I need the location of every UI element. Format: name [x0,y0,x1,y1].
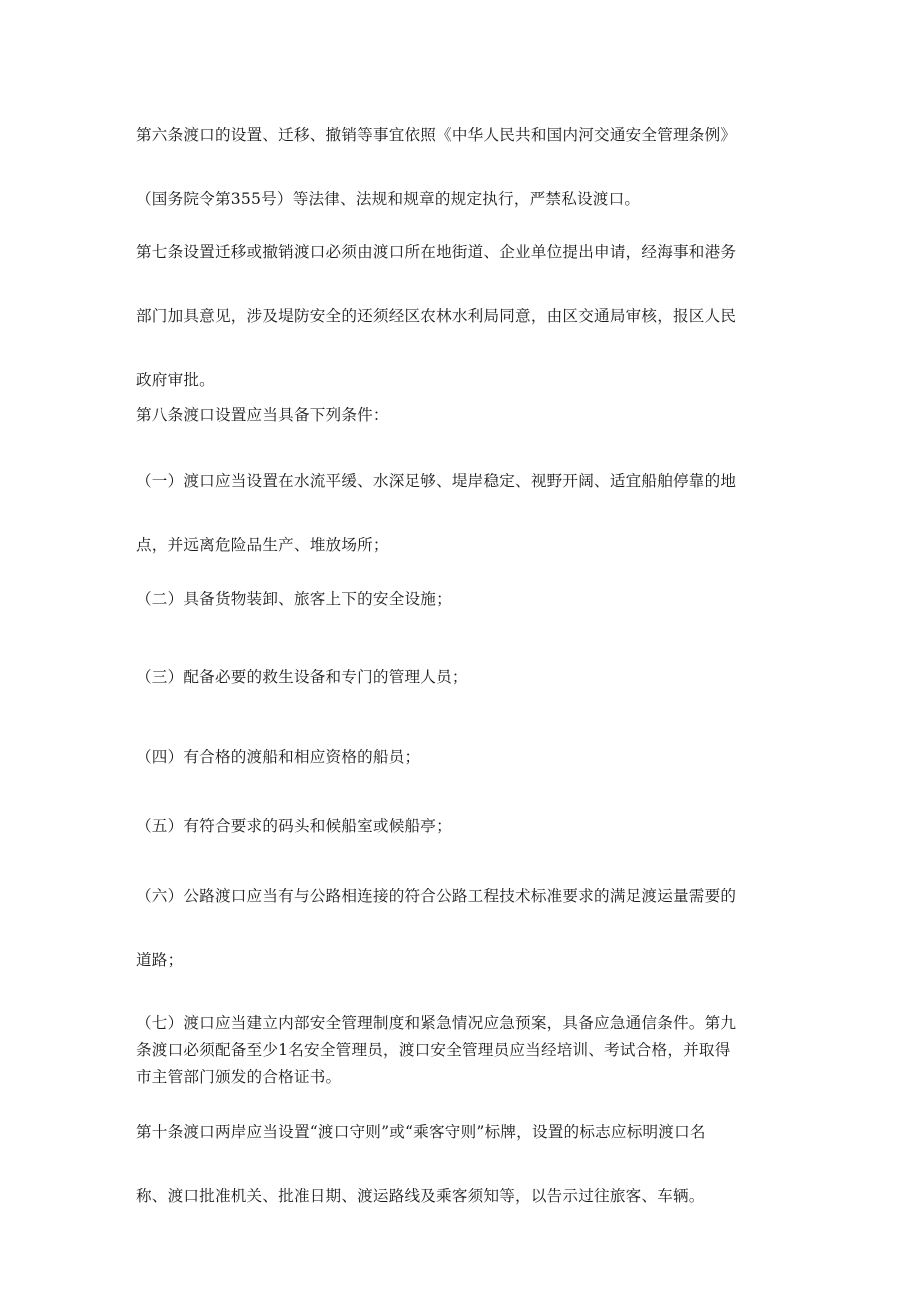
paragraph-condition-1 [136,470,788,556]
text-line: 条渡口必须配备至少1名安全管理员，渡口安全管理员应当经培训、考试合格，并取得 [136,1041,731,1059]
text-line: 称、渡口批准机关、批准日期、渡运路线及乘客须知等，以告示过往旅客、车辆。 [136,1187,705,1205]
text-line: （二）具备货物装卸、旅客上下的安全设施； [136,590,452,608]
paragraph-article-7 [136,241,788,391]
paragraph-condition-3 [136,666,788,688]
paragraph-article-8 [136,404,788,426]
paragraph-article-6 [136,124,788,210]
paragraph-condition-7-article-9 [136,1012,788,1088]
text-line: 道路； [136,951,184,969]
text-line: （三）配备必要的救生设备和专门的管理人员； [136,668,468,686]
paragraph-condition-4 [136,746,788,768]
paragraph-article-10 [136,1121,788,1207]
text-line: 市主管部门颁发的合格证书。 [136,1068,342,1086]
text-line: 部门加具意见，涉及堤防安全的还须经区农林水利局同意，由区交通局审核，报区人民 [136,307,737,325]
paragraph-condition-5 [136,815,788,837]
text-line: 第六条渡口的设置、迁移、撤销等事宜依照《中华人民共和国内河交通安全管理条例》 [136,126,737,144]
text-line: 第七条设置迁移或撤销渡口必须由渡口所在地街道、企业单位提出申请，经海事和港务 [136,243,737,261]
text-line: （四）有合格的渡船和相应资格的船员； [136,748,421,766]
paragraph-condition-2 [136,588,788,610]
text-line: （五）有符合要求的码头和候船室或候船亭； [136,817,452,835]
text-line: （七）渡口应当建立内部安全管理制度和紧急情况应急预案，具备应急通信条件。第九 [136,1014,737,1032]
text-line: 第八条渡口设置应当具备下列条件： [136,406,389,424]
paragraph-condition-6 [136,885,788,971]
text-line: （六）公路渡口应当有与公路相连接的符合公路工程技术标准要求的满足渡运量需要的 [136,887,737,905]
text-line: 政府审批。 [136,371,215,389]
text-line: 点，并远离危险品生产、堆放场所； [136,536,389,554]
text-line: 第十条渡口两岸应当设置“渡口守则”或“乘客守则”标牌，设置的标志应标明渡口名 [136,1123,706,1141]
text-line: （国务院令第355号）等法律、法规和规章的规定执行，严禁私设渡口。 [136,190,641,208]
text-line: （一）渡口应当设置在水流平缓、水深足够、堤岸稳定、视野开阔、适宜船舶停靠的地 [136,472,737,490]
